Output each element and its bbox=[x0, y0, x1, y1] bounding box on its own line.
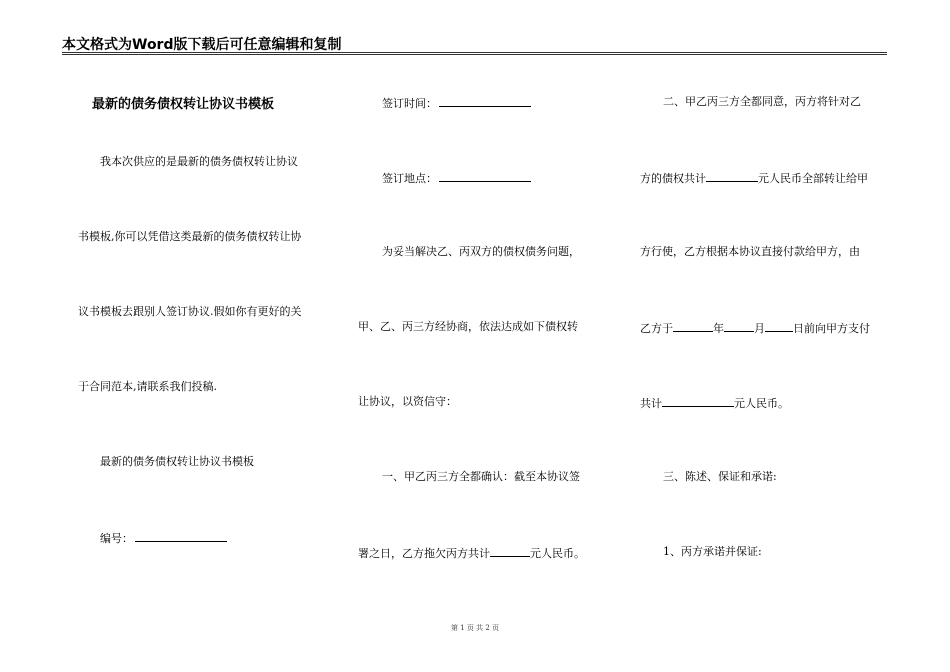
intro-line-2: 书模板,你可以凭借这类最新的债务债权转让协 bbox=[78, 230, 302, 243]
sign-place-field bbox=[382, 170, 531, 186]
clause2-line-1: 二、甲乙丙三方全都同意，丙方将针对乙 bbox=[663, 95, 861, 108]
number-field bbox=[100, 530, 227, 546]
page-footer: 第 1 页 共 2 页 bbox=[450, 624, 500, 632]
amount-blank bbox=[490, 545, 530, 557]
intro-line-3: 议书模板去跟别人签订协议.假如你有更好的关 bbox=[78, 305, 302, 318]
day-blank bbox=[765, 320, 793, 332]
subtitle: 最新的债务债权转让协议书模板 bbox=[100, 455, 254, 468]
document-title: 最新的债务债权转让协议书模板 bbox=[92, 97, 275, 112]
clause1-line-2: 署之日，乙方拖欠丙方共计 元人民币。 bbox=[358, 547, 585, 560]
clause2-line-2: 方的债权共计 元人民币全部转让给甲 bbox=[640, 172, 868, 185]
sign-time-label: 签订时间： bbox=[382, 97, 437, 110]
para1-line-1: 为妥当解决乙、丙双方的债权债务问题， bbox=[382, 245, 580, 258]
intro-line-1: 我本次供应的是最新的债务债权转让协议 bbox=[100, 155, 298, 168]
header-rule bbox=[62, 52, 887, 53]
header-title: 本文格式为Word版下载后可任意编辑和复制 bbox=[62, 37, 342, 53]
sign-time-blank bbox=[439, 95, 531, 107]
number-blank bbox=[135, 530, 227, 542]
clause2-line-5: 共计 元人民币。 bbox=[640, 397, 789, 410]
clause3-item-1: 1、丙方承诺并保证: bbox=[663, 545, 762, 558]
month-blank bbox=[724, 320, 754, 332]
amount-blank bbox=[706, 170, 758, 182]
clause3-heading: 三、陈述、保证和承诺: bbox=[663, 470, 777, 483]
amount-blank bbox=[662, 395, 734, 407]
number-label: 编号： bbox=[100, 532, 133, 545]
year-blank bbox=[673, 320, 713, 332]
header-rule-secondary bbox=[62, 54, 887, 55]
sign-place-blank bbox=[439, 170, 531, 182]
sign-time-field bbox=[382, 95, 531, 111]
para1-line-3: 让协议，以资信守： bbox=[358, 395, 457, 408]
clause2-line-4: 乙方于 年 月 日前向甲方支付 bbox=[640, 322, 870, 335]
clause2-line-3: 方行使，乙方根据本协议直接付款给甲方，由 bbox=[640, 245, 860, 258]
clause1-line-1: 一、甲乙丙三方全都确认：截至本协议签 bbox=[382, 470, 580, 483]
para1-line-2: 甲、乙、丙三方经协商，依法达成如下债权转 bbox=[358, 320, 578, 333]
intro-line-4: 于合同范本,请联系我们投稿. bbox=[78, 380, 217, 393]
sign-place-label: 签订地点： bbox=[382, 172, 437, 185]
